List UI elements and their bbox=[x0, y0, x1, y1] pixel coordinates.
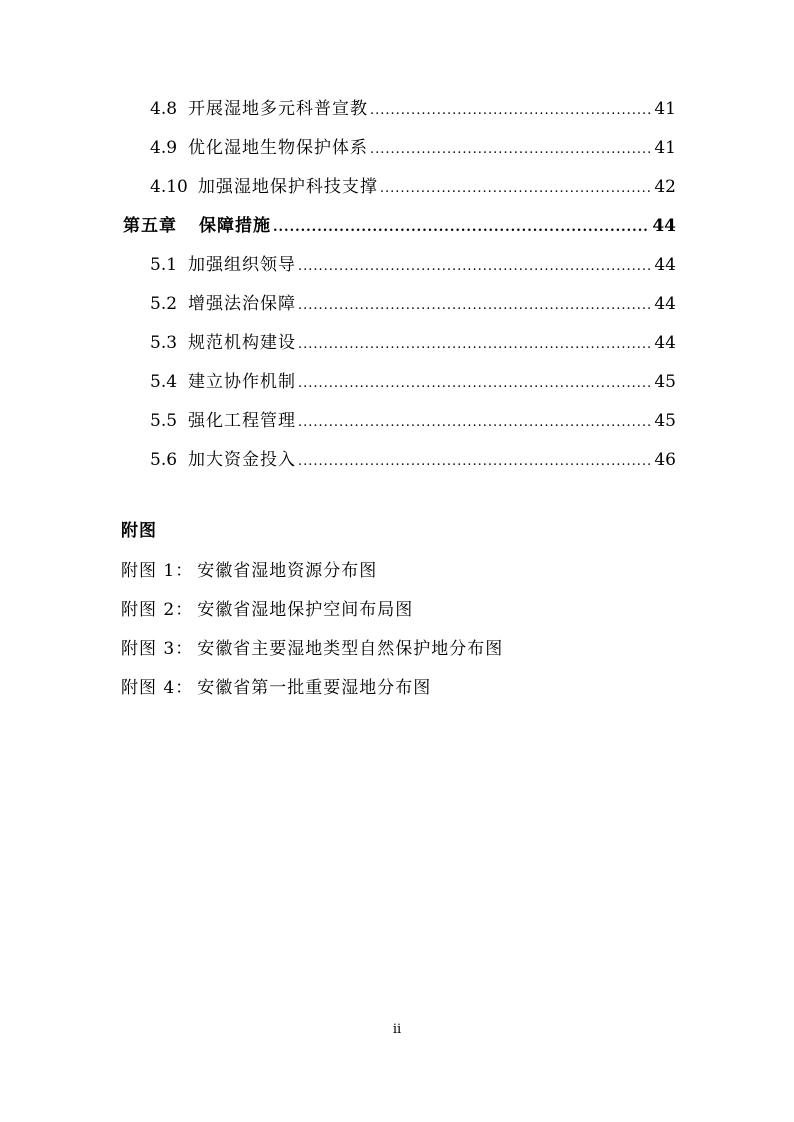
toc-entry-page: 42 bbox=[654, 177, 676, 197]
toc-entry-number: 5.3 bbox=[150, 333, 178, 353]
toc-leader-dots bbox=[370, 100, 652, 122]
toc-leader-dots bbox=[380, 178, 653, 200]
toc-entry-title: 开展湿地多元科普宣教 bbox=[188, 99, 368, 119]
appendix-item-1[interactable] bbox=[121, 560, 377, 582]
toc-entry-4-10[interactable] bbox=[150, 176, 676, 200]
toc-entry-title: 加强湿地保护科技支撑 bbox=[197, 177, 378, 197]
toc-entry-page: 46 bbox=[654, 450, 676, 470]
toc-entry-title: 建立协作机制 bbox=[188, 372, 296, 392]
toc-entry-number: 4.9 bbox=[150, 138, 178, 158]
toc-entry-5-2[interactable] bbox=[150, 293, 676, 317]
toc-entry-title: 增强法治保障 bbox=[188, 294, 296, 314]
toc-entry-4-8[interactable] bbox=[150, 98, 676, 122]
toc-entry-number: 4.8 bbox=[150, 99, 178, 119]
toc-chapter-number: 第五章 bbox=[123, 216, 177, 236]
toc-entry-page: 41 bbox=[654, 138, 676, 158]
appendix-item-label: 附图 4： bbox=[121, 678, 194, 698]
appendix-item-title: 安徽省湿地保护空间布局图 bbox=[197, 600, 414, 620]
toc-entry-page: 45 bbox=[654, 372, 676, 392]
toc-entry-5-6[interactable] bbox=[150, 449, 676, 473]
appendix-item-4[interactable] bbox=[121, 677, 431, 699]
toc-chapter-title: 保障措施 bbox=[199, 216, 271, 236]
toc-leader-dots bbox=[298, 256, 652, 278]
toc-entry-number: 5.4 bbox=[150, 372, 178, 392]
toc-entry-5-1[interactable] bbox=[150, 254, 676, 278]
page-number: ii bbox=[392, 1022, 402, 1037]
appendix-item-3[interactable] bbox=[121, 638, 503, 660]
appendix-item-title: 安徽省湿地资源分布图 bbox=[197, 561, 378, 581]
toc-entry-page: 44 bbox=[654, 333, 676, 353]
toc-entry-title: 强化工程管理 bbox=[188, 411, 296, 431]
toc-entry-title: 规范机构建设 bbox=[188, 333, 296, 353]
toc-entry-number: 4.10 bbox=[150, 177, 188, 197]
toc-leader-dots bbox=[298, 295, 652, 317]
toc-entry-number: 5.1 bbox=[150, 255, 178, 275]
toc-entry-page: 44 bbox=[654, 255, 676, 275]
appendix-item-title: 安徽省第一批重要湿地分布图 bbox=[197, 678, 432, 698]
toc-chapter-page: 44 bbox=[652, 216, 676, 236]
toc-entry-4-9[interactable] bbox=[150, 137, 676, 161]
toc-leader-dots bbox=[298, 412, 652, 434]
toc-entry-5-4[interactable] bbox=[150, 371, 676, 395]
toc-entry-title: 优化湿地生物保护体系 bbox=[188, 138, 368, 158]
toc-leader-dots bbox=[298, 451, 652, 473]
toc-entry-number: 5.6 bbox=[150, 450, 178, 470]
toc-entry-5-3[interactable] bbox=[150, 332, 676, 356]
toc-entry-title: 加强组织领导 bbox=[188, 255, 296, 275]
toc-entry-title: 加大资金投入 bbox=[188, 450, 296, 470]
appendix-item-label: 附图 2： bbox=[121, 600, 194, 620]
toc-entry-number: 5.5 bbox=[150, 411, 178, 431]
appendix-heading: 附图 bbox=[121, 521, 157, 541]
toc-entry-number: 5.2 bbox=[150, 294, 178, 314]
toc-leader-dots bbox=[298, 334, 652, 356]
appendix-item-label: 附图 1： bbox=[121, 561, 194, 581]
appendix-item-2[interactable] bbox=[121, 599, 413, 621]
toc-leader-dots bbox=[273, 217, 650, 239]
toc-entry-page: 44 bbox=[654, 294, 676, 314]
toc-leader-dots bbox=[298, 373, 652, 395]
toc-chapter-5[interactable] bbox=[123, 215, 676, 239]
toc-entry-page: 45 bbox=[654, 411, 676, 431]
toc-leader-dots bbox=[370, 139, 652, 161]
appendix-item-title: 安徽省主要湿地类型自然保护地分布图 bbox=[197, 639, 504, 659]
toc-entry-5-5[interactable] bbox=[150, 410, 676, 434]
toc-entry-page: 41 bbox=[654, 99, 676, 119]
appendix-item-label: 附图 3： bbox=[121, 639, 194, 659]
